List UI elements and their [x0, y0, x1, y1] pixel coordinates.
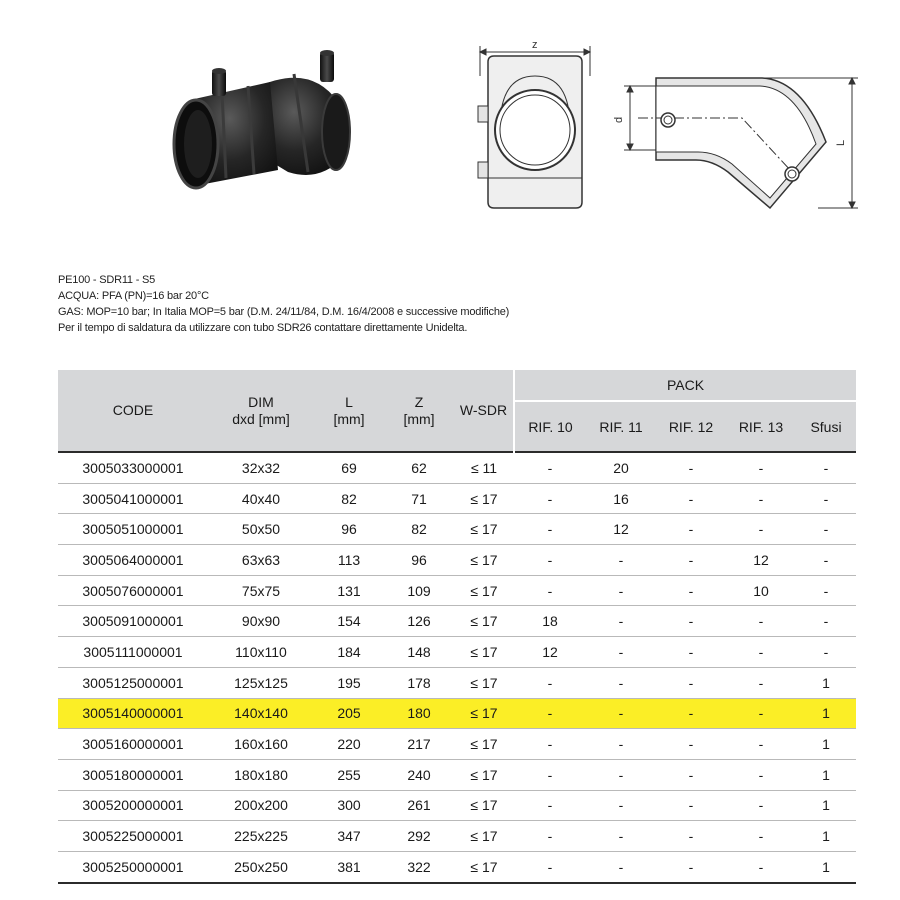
cell-z: 292: [384, 821, 454, 852]
cell-dim: 250x250: [208, 851, 314, 882]
cell-rif10: -: [514, 452, 586, 483]
header-z-line2: [mm]: [403, 410, 435, 427]
cell-rif11: -: [586, 729, 656, 760]
cell-code: 3005160000001: [58, 729, 208, 760]
header-code: CODE: [58, 370, 208, 452]
cell-dim: 75x75: [208, 575, 314, 606]
cell-l: 96: [314, 514, 384, 545]
cell-sfusi: -: [796, 575, 856, 606]
cell-wsdr: ≤ 17: [454, 729, 514, 760]
cell-sfusi: 1: [796, 759, 856, 790]
note-line: GAS: MOP=10 bar; In Italia MOP=5 bar (D.M. 24/11/84, D.M. 16/4/2008 e successive modifiche): [58, 306, 510, 318]
cell-rif10: -: [514, 575, 586, 606]
cell-sfusi: -: [796, 514, 856, 545]
table-row: [58, 790, 856, 821]
side-view-drawing: [612, 72, 862, 217]
cell-dim: 225x225: [208, 821, 314, 852]
cell-code: 3005111000001: [58, 637, 208, 668]
table-row: [58, 606, 856, 637]
cell-code: 3005076000001: [58, 575, 208, 606]
cell-l: 255: [314, 759, 384, 790]
header-dim-line1: DIM: [248, 393, 274, 410]
cell-code: 3005033000001: [58, 452, 208, 483]
table-row: [58, 483, 856, 514]
cell-dim: 40x40: [208, 483, 314, 514]
cell-dim: 200x200: [208, 790, 314, 821]
cell-rif13: -: [726, 698, 796, 729]
cell-wsdr: ≤ 17: [454, 790, 514, 821]
cell-rif11: -: [586, 545, 656, 576]
header-dim-line2: dxd [mm]: [232, 410, 290, 427]
cell-dim: 160x160: [208, 729, 314, 760]
cell-rif11: -: [586, 821, 656, 852]
cell-l: 82: [314, 483, 384, 514]
product-photo: [160, 40, 360, 210]
cell-z: 62: [384, 452, 454, 483]
cell-rif13: -: [726, 790, 796, 821]
cell-rif12: -: [656, 851, 726, 882]
cell-rif12: -: [656, 514, 726, 545]
cell-z: 322: [384, 851, 454, 882]
cell-rif12: -: [656, 759, 726, 790]
cell-sfusi: 1: [796, 790, 856, 821]
cell-rif10: -: [514, 821, 586, 852]
cell-rif10: -: [514, 545, 586, 576]
cell-wsdr: ≤ 17: [454, 851, 514, 882]
note-line: ACQUA: PFA (PN)=16 bar 20°C: [58, 290, 209, 302]
cell-wsdr: ≤ 17: [454, 667, 514, 698]
cell-sfusi: 1: [796, 851, 856, 882]
cell-rif13: -: [726, 483, 796, 514]
header-l-line2: [mm]: [333, 410, 365, 427]
cell-rif12: -: [656, 637, 726, 668]
cell-z: 240: [384, 759, 454, 790]
cell-rif13: -: [726, 851, 796, 882]
cell-rif10: -: [514, 851, 586, 882]
header-l: [314, 370, 384, 452]
dimension-l-label: L: [835, 139, 847, 146]
cell-rif10: -: [514, 667, 586, 698]
cell-z: 178: [384, 667, 454, 698]
cell-z: 96: [384, 545, 454, 576]
cell-l: 113: [314, 545, 384, 576]
cell-l: 69: [314, 452, 384, 483]
cell-rif13: -: [726, 637, 796, 668]
cell-rif13: -: [726, 759, 796, 790]
cell-sfusi: 1: [796, 698, 856, 729]
cell-sfusi: 1: [796, 729, 856, 760]
cell-rif10: -: [514, 698, 586, 729]
cell-sfusi: -: [796, 606, 856, 637]
table-row: [58, 821, 856, 852]
cell-rif12: -: [656, 667, 726, 698]
cell-code: 3005180000001: [58, 759, 208, 790]
cell-wsdr: ≤ 17: [454, 514, 514, 545]
cell-dim: 32x32: [208, 452, 314, 483]
cell-z: 71: [384, 483, 454, 514]
cell-rif10: -: [514, 729, 586, 760]
cell-wsdr: ≤ 17: [454, 759, 514, 790]
cell-l: 131: [314, 575, 384, 606]
table-body: [58, 452, 856, 883]
cell-code: 3005091000001: [58, 606, 208, 637]
table-row-highlighted: [58, 698, 856, 729]
cell-l: 300: [314, 790, 384, 821]
cell-code: 3005200000001: [58, 790, 208, 821]
cell-wsdr: ≤ 17: [454, 821, 514, 852]
note-line: Per il tempo di saldatura da utilizzare con tubo SDR26 contattare direttamente Unidelta.: [58, 322, 468, 334]
cell-dim: 63x63: [208, 545, 314, 576]
cell-z: 148: [384, 637, 454, 668]
header-pack: PACK: [514, 370, 856, 401]
cell-z: 217: [384, 729, 454, 760]
cell-rif13: -: [726, 514, 796, 545]
cell-wsdr: ≤ 17: [454, 575, 514, 606]
cell-rif11: -: [586, 759, 656, 790]
table-row: [58, 667, 856, 698]
cell-rif12: -: [656, 698, 726, 729]
cell-dim: 50x50: [208, 514, 314, 545]
product-table: [58, 370, 856, 884]
cell-l: 154: [314, 606, 384, 637]
cell-l: 205: [314, 698, 384, 729]
cell-rif13: -: [726, 606, 796, 637]
cell-wsdr: ≤ 17: [454, 483, 514, 514]
cell-rif11: -: [586, 606, 656, 637]
cell-rif11: 12: [586, 514, 656, 545]
header-rif13: RIF. 13: [726, 401, 796, 452]
cell-z: 109: [384, 575, 454, 606]
cell-wsdr: ≤ 11: [454, 452, 514, 483]
cell-z: 126: [384, 606, 454, 637]
cell-code: 3005125000001: [58, 667, 208, 698]
table-row: [58, 759, 856, 790]
cell-rif10: 18: [514, 606, 586, 637]
cell-rif12: -: [656, 606, 726, 637]
table-row: [58, 545, 856, 576]
header-z-line1: Z: [414, 393, 424, 410]
cell-l: 220: [314, 729, 384, 760]
table-row: [58, 452, 856, 483]
cell-code: 3005051000001: [58, 514, 208, 545]
header-z: [384, 370, 454, 452]
dimension-d-label: d: [613, 116, 625, 123]
cell-rif13: -: [726, 667, 796, 698]
cell-rif10: -: [514, 483, 586, 514]
cell-rif11: -: [586, 790, 656, 821]
cell-rif11: -: [586, 698, 656, 729]
header-dim: [208, 370, 314, 452]
cell-sfusi: 1: [796, 821, 856, 852]
cell-rif12: -: [656, 483, 726, 514]
header-rif12: RIF. 12: [656, 401, 726, 452]
header-l-line1: L: [345, 393, 353, 410]
cell-code: 3005140000001: [58, 698, 208, 729]
cell-sfusi: -: [796, 483, 856, 514]
cell-dim: 140x140: [208, 698, 314, 729]
cell-dim: 125x125: [208, 667, 314, 698]
cell-code: 3005225000001: [58, 821, 208, 852]
cell-sfusi: -: [796, 452, 856, 483]
cell-rif11: -: [586, 637, 656, 668]
table-row: [58, 851, 856, 882]
cell-rif12: -: [656, 729, 726, 760]
cell-l: 195: [314, 667, 384, 698]
cell-code: 3005250000001: [58, 851, 208, 882]
cell-rif11: -: [586, 667, 656, 698]
header-wsdr: W-SDR: [454, 370, 514, 452]
cell-dim: 180x180: [208, 759, 314, 790]
cell-code: 3005064000001: [58, 545, 208, 576]
table-row: [58, 637, 856, 668]
cell-rif11: 20: [586, 452, 656, 483]
cell-rif13: -: [726, 729, 796, 760]
cell-rif10: 12: [514, 637, 586, 668]
cell-wsdr: ≤ 17: [454, 606, 514, 637]
cell-l: 184: [314, 637, 384, 668]
cell-rif12: -: [656, 575, 726, 606]
cell-rif10: -: [514, 790, 586, 821]
table-row: [58, 514, 856, 545]
cell-rif11: -: [586, 575, 656, 606]
cell-sfusi: 1: [796, 667, 856, 698]
cell-rif12: -: [656, 790, 726, 821]
cell-z: 82: [384, 514, 454, 545]
cell-rif13: 10: [726, 575, 796, 606]
cell-rif12: -: [656, 545, 726, 576]
cell-rif11: 16: [586, 483, 656, 514]
front-view-drawing: [466, 36, 606, 216]
cell-rif10: -: [514, 514, 586, 545]
cell-rif13: -: [726, 821, 796, 852]
cell-z: 261: [384, 790, 454, 821]
cell-sfusi: -: [796, 637, 856, 668]
cell-rif12: -: [656, 821, 726, 852]
cell-l: 381: [314, 851, 384, 882]
cell-rif13: -: [726, 452, 796, 483]
cell-l: 347: [314, 821, 384, 852]
cell-rif11: -: [586, 851, 656, 882]
cell-z: 180: [384, 698, 454, 729]
header-rif10: RIF. 10: [514, 401, 586, 452]
header-rif11: RIF. 11: [586, 401, 656, 452]
table-row: [58, 729, 856, 760]
cell-rif10: -: [514, 759, 586, 790]
cell-sfusi: -: [796, 545, 856, 576]
cell-dim: 90x90: [208, 606, 314, 637]
product-table-container: [58, 370, 856, 884]
cell-dim: 110x110: [208, 637, 314, 668]
table-row: [58, 575, 856, 606]
cell-wsdr: ≤ 17: [454, 637, 514, 668]
cell-rif13: 12: [726, 545, 796, 576]
note-line: PE100 - SDR11 - S5: [58, 274, 156, 286]
cell-code: 3005041000001: [58, 483, 208, 514]
header-sfusi: Sfusi: [796, 401, 856, 452]
cell-wsdr: ≤ 17: [454, 698, 514, 729]
electrofusion-elbow-image: [160, 40, 360, 210]
cell-rif12: -: [656, 452, 726, 483]
cell-wsdr: ≤ 17: [454, 545, 514, 576]
dimension-z-label: z: [532, 39, 538, 51]
specification-notes: [58, 272, 758, 336]
